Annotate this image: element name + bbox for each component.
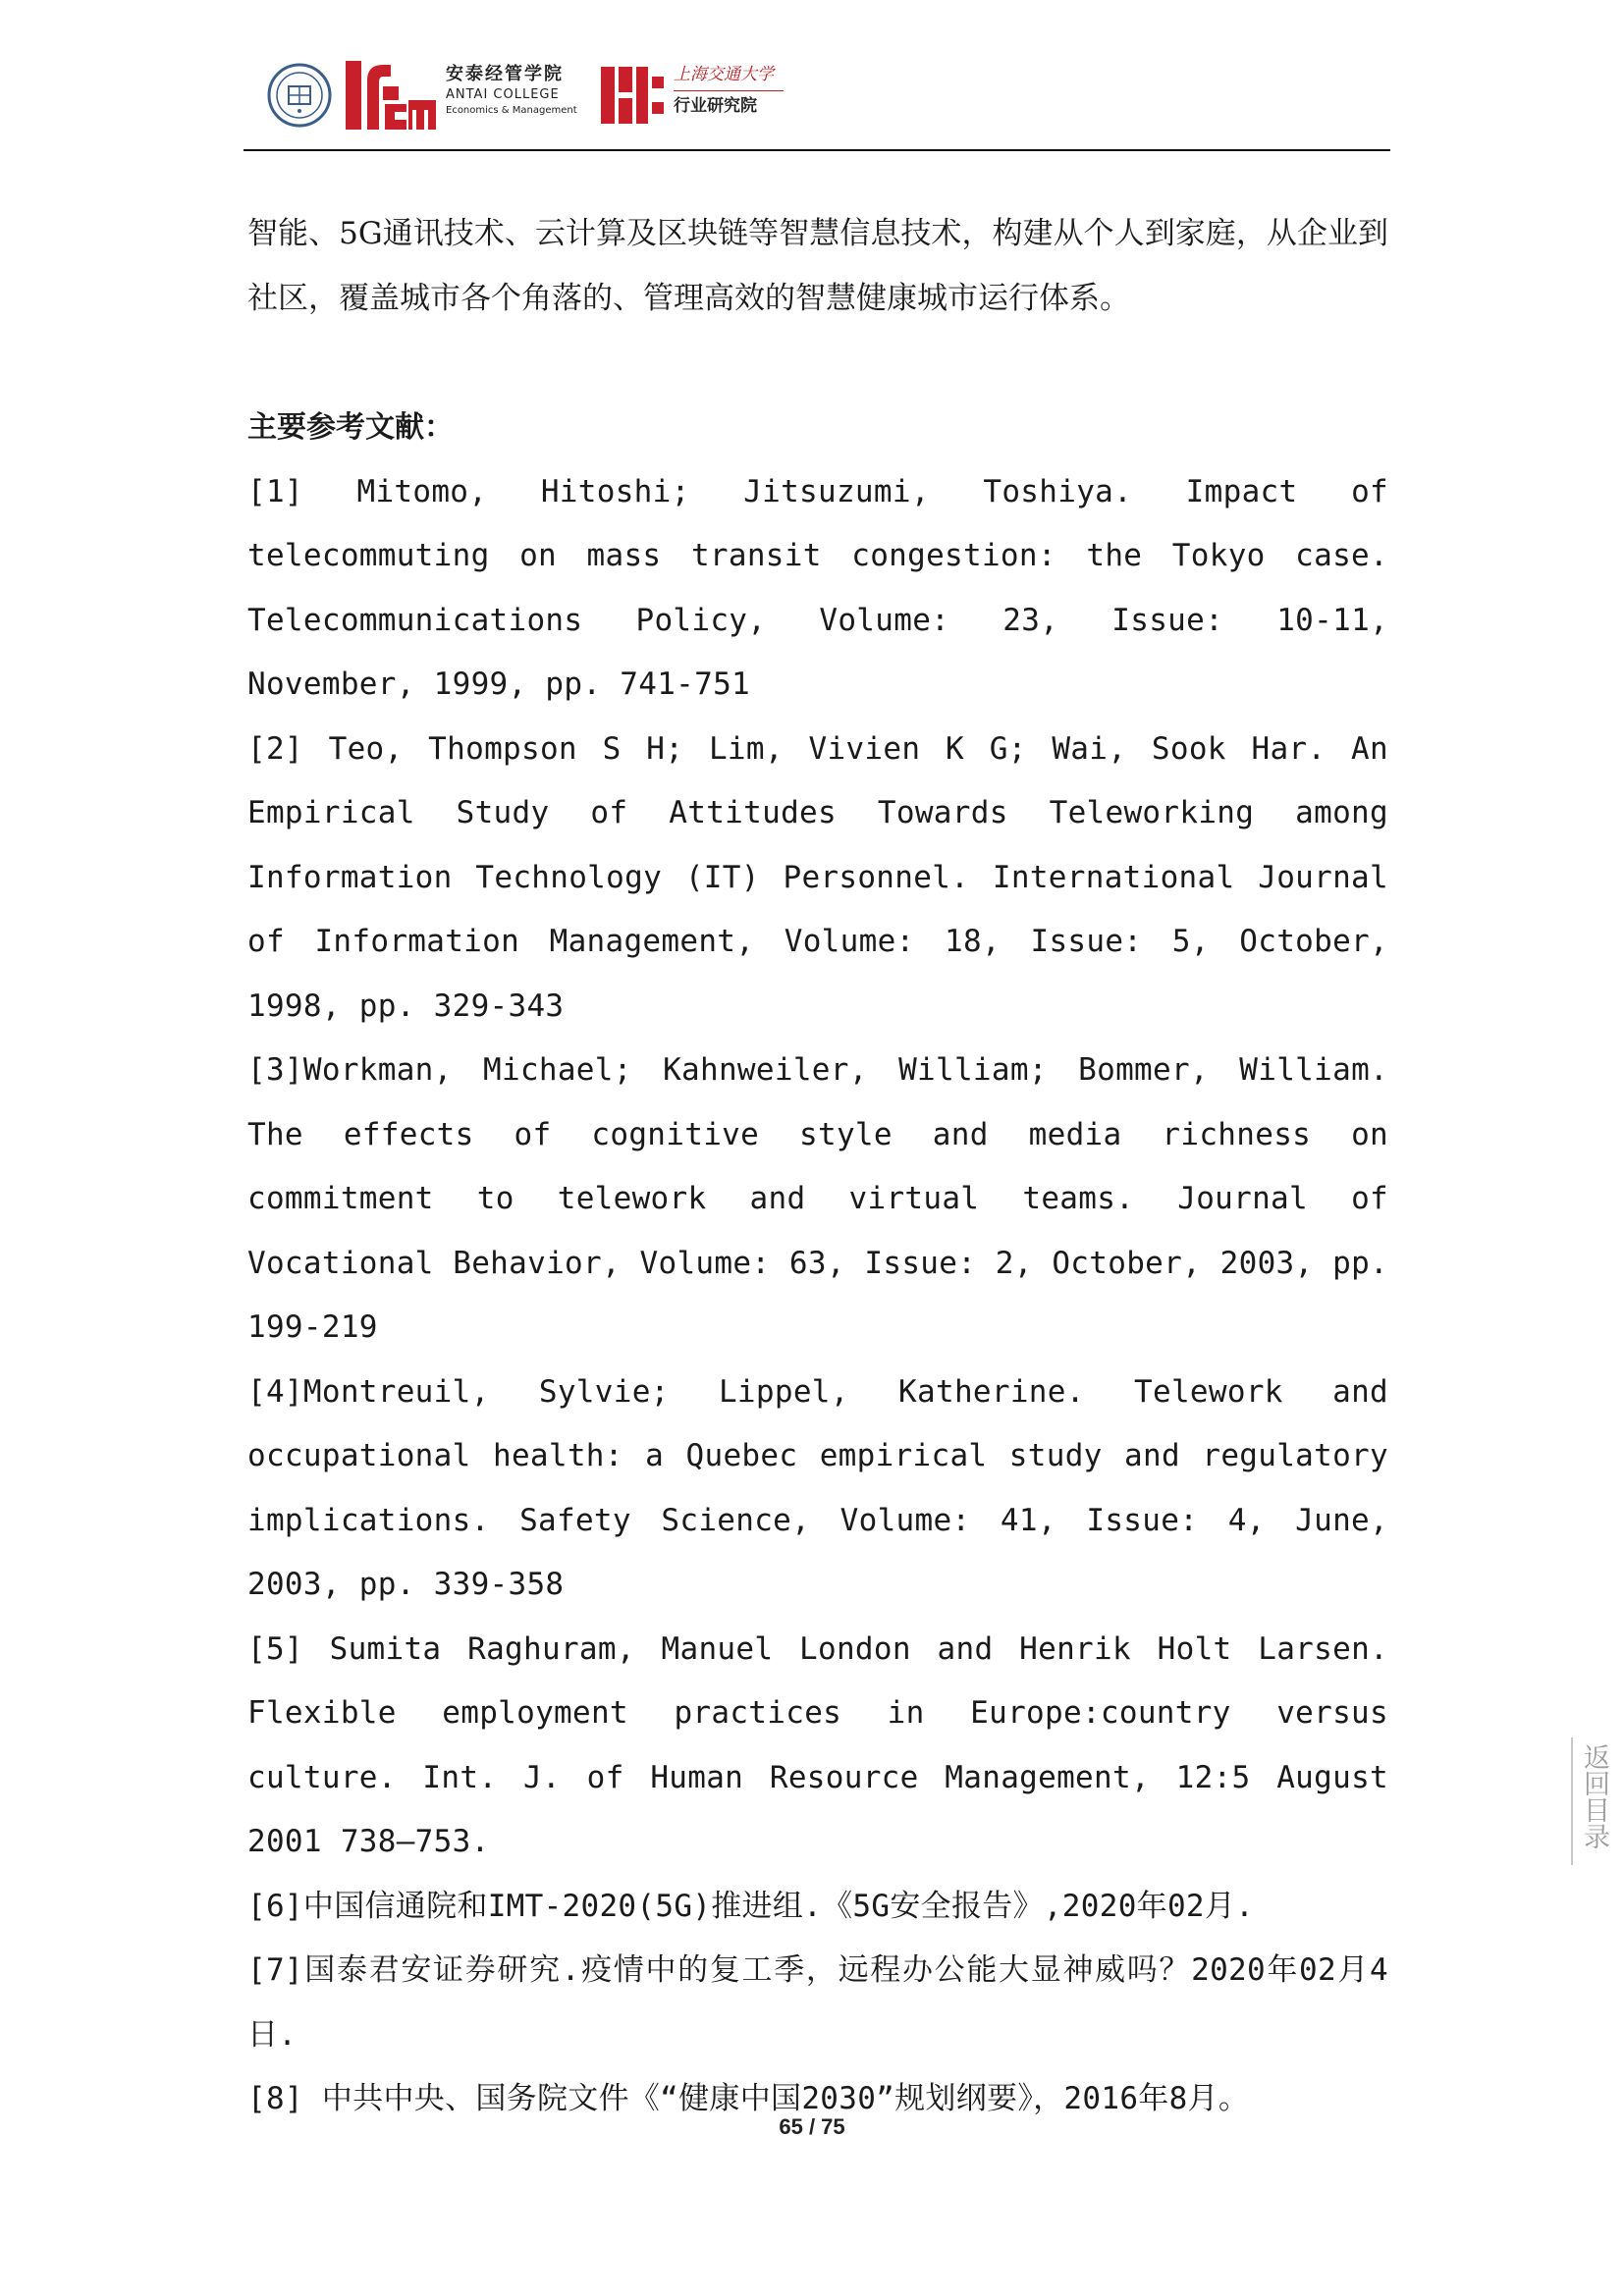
- reference-item-5: [5] Sumita Raghuram, Manuel London and Henrik Holt Larsen. Flexible employment practices in Europe:country versus culture. Int. J. of Human Resource Management, 12:5 August 2001 738–753.: [247, 1630, 1388, 1859]
- college-name-en: ANTAI COLLEGE: [446, 87, 560, 102]
- references-heading: 主要参考文献：: [247, 410, 454, 445]
- intro-paragraph: 智能、5G通讯技术、云计算及区块链等智慧信息技术，构建从个人到家庭，从企业到社区，覆盖城市各个角落的、管理高效的智慧健康城市运行体系。: [247, 216, 1388, 316]
- reference-item-6: [6]中国信通院和IMT-2020(5G)推进组.《5G安全报告》,2020年02月.: [247, 1888, 1255, 1924]
- reference-item-3: [3]Workman, Michael; Kahnweiler, William; Bommer, William. The effects of cognitive style and media richness on commitment to telework and virtual teams. Journal of Vocational Behavior, Volume: 63, Issue: 2, October, 2003, pp. 199-219: [247, 1052, 1388, 1345]
- acem-logo-icon: [346, 61, 436, 130]
- college-subtitle: Economics & Management: [446, 105, 577, 116]
- reference-item-2: [2] Teo, Thompson S H; Lim, Vivien K G; Wai, Sook Har. An Empirical Study of Attitudes Towards Teleworking among Information Technology (IT) Personnel. International Journal of Information Management, Volume: 18, Issue: 5, October, 1998, pp. 329-343: [247, 730, 1388, 1024]
- reference-item-7: [7]国泰君安证券研究.疫情中的复工季，远程办公能大显神威吗？2020年02月4日.: [247, 1952, 1388, 2053]
- institute-mark-icon: [601, 63, 666, 128]
- reference-item-1: [1] Mitomo, Hitoshi; Jitsuzumi, Toshiya. Impact of telecommuting on mass transit congestion: the Tokyo case. Telecommunications Policy, Volume: 23, Issue: 10-11, November, 1999, pp. 741-751: [247, 473, 1388, 702]
- reference-item-8: [8] 中共中央、国务院文件《“健康中国2030”规划纲要》，2016年8月。: [247, 2081, 1250, 2116]
- reference-item-4: [4]Montreuil, Sylvie; Lippel, Katherine. Telework and occupational health: a Quebec empirical study and regulatory implications. Safety Science, Volume: 41, Issue: 4, June, 2003, pp. 339-358: [247, 1373, 1388, 1602]
- college-name-cn: 安泰经管学院: [446, 64, 564, 84]
- sjtu-calligraphy: 上海交通大学: [674, 63, 784, 91]
- header-divider: [244, 149, 1390, 151]
- page-content: [247, 202, 1388, 2132]
- page-number: 65 / 75: [779, 2114, 845, 2139]
- back-to-toc-link[interactable]: 返回目录: [1579, 1743, 1609, 1849]
- section-gap: [247, 331, 1388, 396]
- page-header: [244, 55, 1390, 153]
- sjtu-seal-icon: [267, 63, 332, 128]
- institute-name: 行业研究院: [674, 96, 757, 116]
- side-link-bar: [1571, 1737, 1573, 1865]
- institute-name-block: [674, 63, 801, 132]
